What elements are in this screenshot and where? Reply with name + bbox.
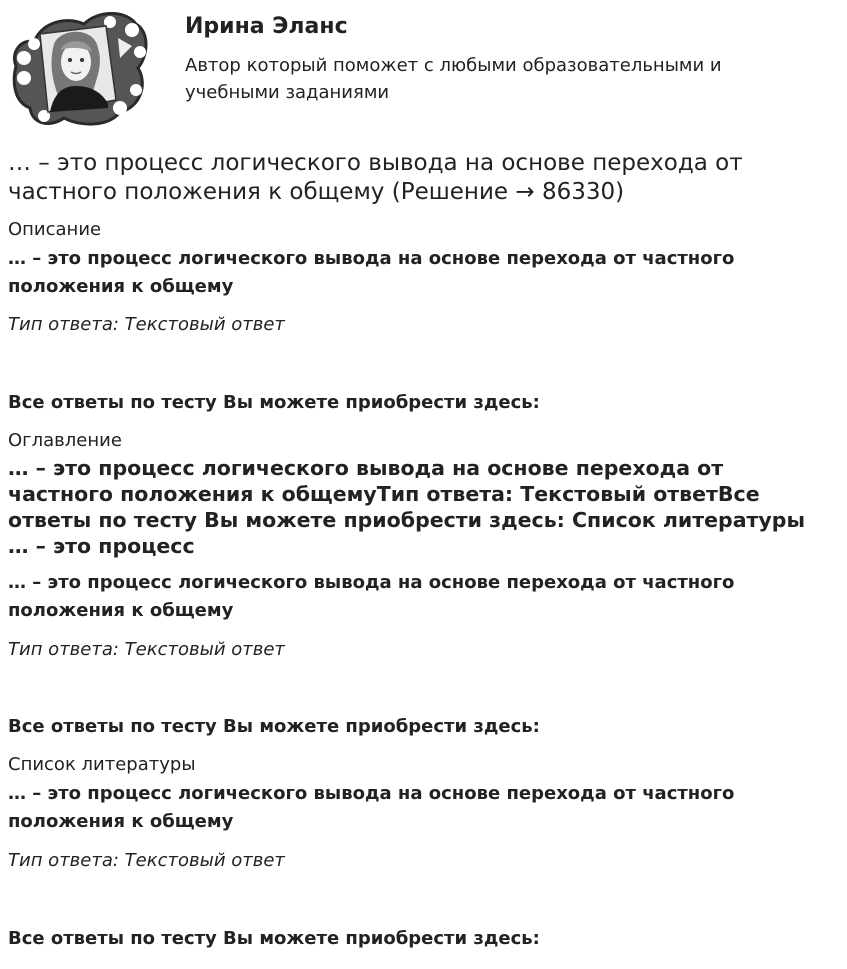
- references-buy-text: Все ответы по тесту Вы можете приобрести здесь:: [8, 928, 540, 949]
- toc-buy-text: Все ответы по тесту Вы можете приобрести здесь:: [8, 716, 540, 737]
- description-question: … – это процесс логического вывода на основе перехода от частного положения к общему: [8, 248, 735, 297]
- author-avatar: [8, 8, 150, 128]
- references-answer-type: Тип ответа: Текстовый ответ: [8, 850, 285, 871]
- toc-answer-type: Тип ответа: Текстовый ответ: [8, 639, 285, 660]
- toc-question: … – это процесс логического вывода на основе перехода от частного положения к общему: [8, 572, 735, 621]
- author-name: Ирина Эланс: [185, 14, 348, 39]
- author-card: [8, 8, 838, 128]
- portrait-photo: [40, 26, 116, 112]
- description-buy-text: Все ответы по тесту Вы можете приобрести здесь:: [8, 392, 540, 413]
- page-title: … – это процесс логического вывода на основе перехода от частного положения к общему (Решение → 86330): [8, 150, 743, 205]
- references-label: Список литературы: [8, 754, 196, 775]
- description-answer-type: Тип ответа: Текстовый ответ: [8, 314, 285, 335]
- description-label: Описание: [8, 219, 102, 240]
- toc-heading: … – это процесс логического вывода на основе перехода от частного положения к общемуТип ответа: Текстовый ответВсе ответы по тесту Вы можете приобрести здесь: Список литературы … – это процесс: [8, 456, 805, 558]
- references-question: … – это процесс логического вывода на основе перехода от частного положения к общему: [8, 783, 735, 832]
- author-description: Автор который поможет с любыми образовательными и учебными заданиями: [185, 55, 722, 103]
- toc-label: Оглавление: [8, 430, 122, 451]
